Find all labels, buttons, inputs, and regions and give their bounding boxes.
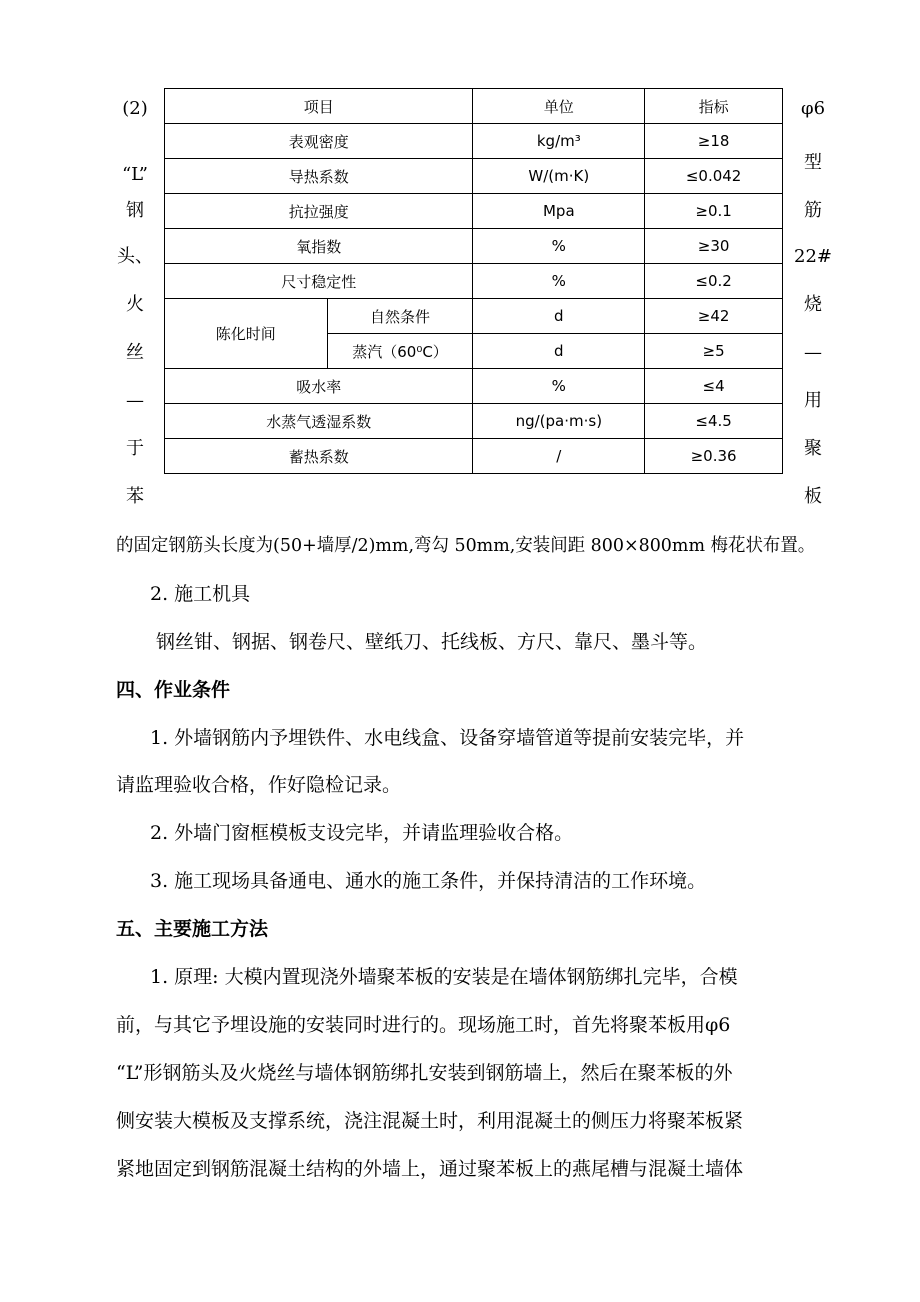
header-value: 指标 [645,89,783,124]
left-fragment: — [126,390,144,411]
cell-item: 导热系数 [165,159,473,194]
cell-unit: d [473,299,645,334]
cell-value: ≥5 [645,334,783,369]
left-fragment: 丝 [126,342,144,363]
right-fragment: 板 [804,486,822,507]
cell-unit: / [473,439,645,474]
cell-item: 蒸汽（60⁰C） [327,334,473,369]
left-fragment: 于 [126,438,144,459]
right-fragment: φ6 [800,98,826,119]
cell-item: 蓄热系数 [165,439,473,474]
cell-unit: ng/(pa·m·s) [473,404,645,439]
cell-unit: % [473,264,645,299]
table-row [165,299,783,334]
table-row [165,124,783,159]
left-fragment: 头、 [117,246,153,267]
header-item: 项目 [165,89,473,124]
method-line: 侧安装大模板及支撑系统，浇注混凝土时，利用混凝土的侧压力将聚苯板紧 [116,1110,744,1132]
table-row [165,439,783,474]
table-row [165,194,783,229]
table-row [165,159,783,194]
table-header-row [165,89,783,124]
condition-item: 1. 外墙钢筋内予埋铁件、水电线盒、设备穿墙管道等提前安装完毕，并 [150,727,745,749]
table-row [165,229,783,264]
left-fragment: 钢 [126,200,144,221]
left-fragment: “L” [121,164,149,185]
header-unit: 单位 [473,89,645,124]
cell-unit: Mpa [473,194,645,229]
right-fragment: 用 [804,390,822,411]
table-row [165,369,783,404]
fixing-spec-line: 的固定钢筋头长度为(50+墙厚/2)mm,弯勾 50mm,安装间距 800×800mm 梅花状布置。 [116,535,816,556]
left-fragment: (2) [122,98,148,119]
method-line: 1. 原理: 大模内置现浇外墙聚苯板的安装是在墙体钢筋绑扎完毕，合模 [150,966,738,988]
table-row [165,404,783,439]
cell-value: ≤4 [645,369,783,404]
left-fragment: 苯 [126,486,144,507]
cell-item: 水蒸气透湿系数 [165,404,473,439]
tools-list: 钢丝钳、钢据、钢卷尺、壁纸刀、托线板、方尺、靠尺、墨斗等。 [156,631,708,653]
cell-item: 自然条件 [327,299,473,334]
right-fragment: 筋 [804,200,822,221]
performance-spec-table [164,88,783,474]
right-fragment: 型 [804,152,822,173]
tools-heading: 2. 施工机具 [150,583,251,605]
right-fragment: 22# [794,246,832,267]
method-line: 前，与其它予埋设施的安装同时进行的。现场施工时，首先将聚苯板用φ6 [116,1014,731,1036]
right-fragment: — [804,342,822,363]
cell-value: ≥30 [645,229,783,264]
cell-item: 尺寸稳定性 [165,264,473,299]
cell-value: ≥0.36 [645,439,783,474]
right-fragment: 烧 [804,294,822,315]
section-title-conditions: 四、作业条件 [116,679,231,701]
cell-item: 抗拉强度 [165,194,473,229]
cell-unit: kg/m³ [473,124,645,159]
right-fragment: 聚 [804,438,822,459]
method-line: 紧地固定到钢筋混凝土结构的外墙上，通过聚苯板上的燕尾槽与混凝土墙体 [116,1158,744,1180]
cell-value: ≥0.1 [645,194,783,229]
cell-unit: % [473,369,645,404]
table-row [165,264,783,299]
cell-unit: % [473,229,645,264]
cell-item: 吸水率 [165,369,473,404]
section-title-methods: 五、主要施工方法 [116,918,269,940]
cell-item: 表观密度 [165,124,473,159]
cell-unit: d [473,334,645,369]
cell-value: ≤0.042 [645,159,783,194]
left-fragment: 火 [126,294,144,315]
condition-item: 2. 外墙门窗框模板支设完毕，并请监理验收合格。 [150,822,574,844]
cell-item: 氧指数 [165,229,473,264]
method-line: “L”形钢筋头及火烧丝与墙体钢筋绑扎安装到钢筋墙上，然后在聚苯板的外 [116,1062,733,1084]
condition-item-cont: 请监理验收合格，作好隐检记录。 [116,774,402,796]
cell-value: ≥18 [645,124,783,159]
cell-value: ≤4.5 [645,404,783,439]
cell-unit: W/(m·K) [473,159,645,194]
condition-item: 3. 施工现场具备通电、通水的施工条件，并保持清洁的工作环境。 [150,870,707,892]
cell-value: ≥42 [645,299,783,334]
cell-aging-label: 陈化时间 [165,299,328,369]
cell-value: ≤0.2 [645,264,783,299]
